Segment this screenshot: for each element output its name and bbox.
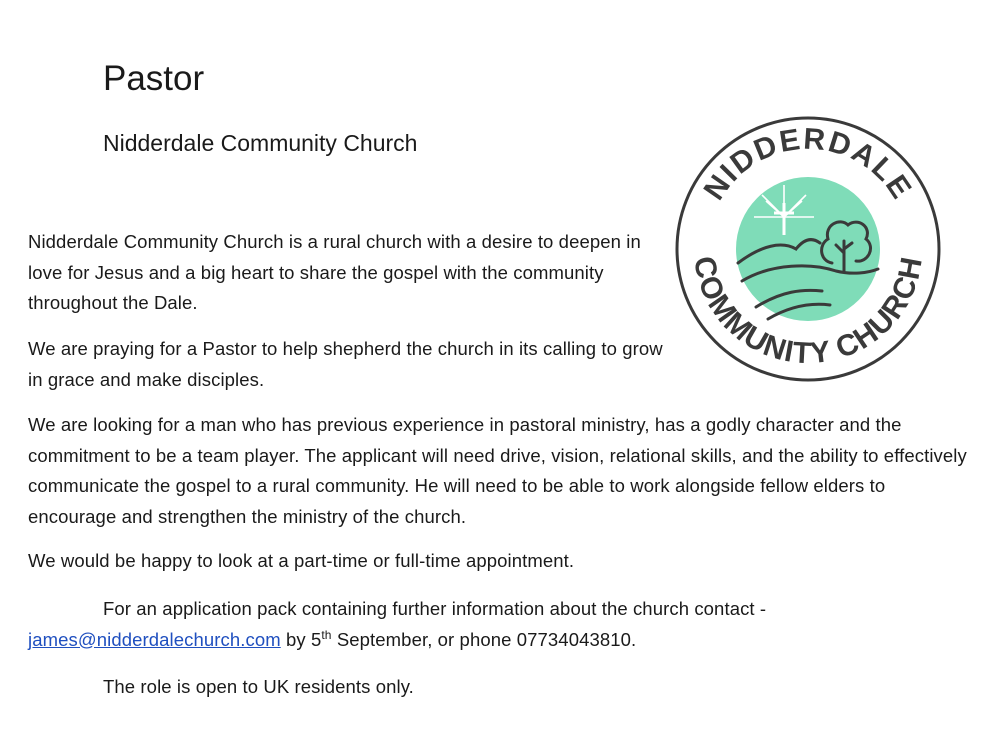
contact-email-link[interactable]: james@nidderdalechurch.com [28, 628, 281, 650]
church-name-heading: Nidderdale Community Church [103, 130, 418, 156]
logo-bottom-text: COMMUNITY CHURCH [686, 253, 930, 371]
residency-text: The role is open to UK residents only. [103, 676, 414, 697]
ordinal-suffix: th [321, 627, 332, 642]
logo-inner-disc [736, 177, 880, 321]
requirements-paragraph: We are looking for a man who has previous experience in pastoral ministry, has a godly character and the commitment to be a team player. The applicant will need drive, vision, relational skills, and the ability to effectively communicate the gospel to a rural community. He will need to be able to work alongside fellow elders to encourage and strengthen the ministry of the church. [28, 414, 967, 527]
contact-paragraph [28, 594, 973, 655]
appointment-paragraph: We would be happy to look at a part-time or full-time appointment. [28, 550, 575, 571]
contact-intro-text: For an application pack containing further information about the church contact - [103, 598, 767, 619]
deadline-text: by 5 [280, 628, 322, 650]
church-logo [672, 113, 944, 385]
deadline-rest-text: September, or phone 07734043810. [331, 628, 637, 650]
prayer-paragraph: We are praying for a Pastor to help shepherd the church in its calling to grow in grace and make disciples. [28, 338, 663, 390]
logo-top-text: NIDDERDALE [697, 122, 919, 206]
residency-paragraph [28, 672, 973, 703]
page-title: Pastor [103, 59, 205, 98]
intro-paragraph: Nidderdale Community Church is a rural church with a desire to deepen in love for Jesus and a big heart to share the gospel with the community throughout the Dale. [28, 231, 641, 313]
